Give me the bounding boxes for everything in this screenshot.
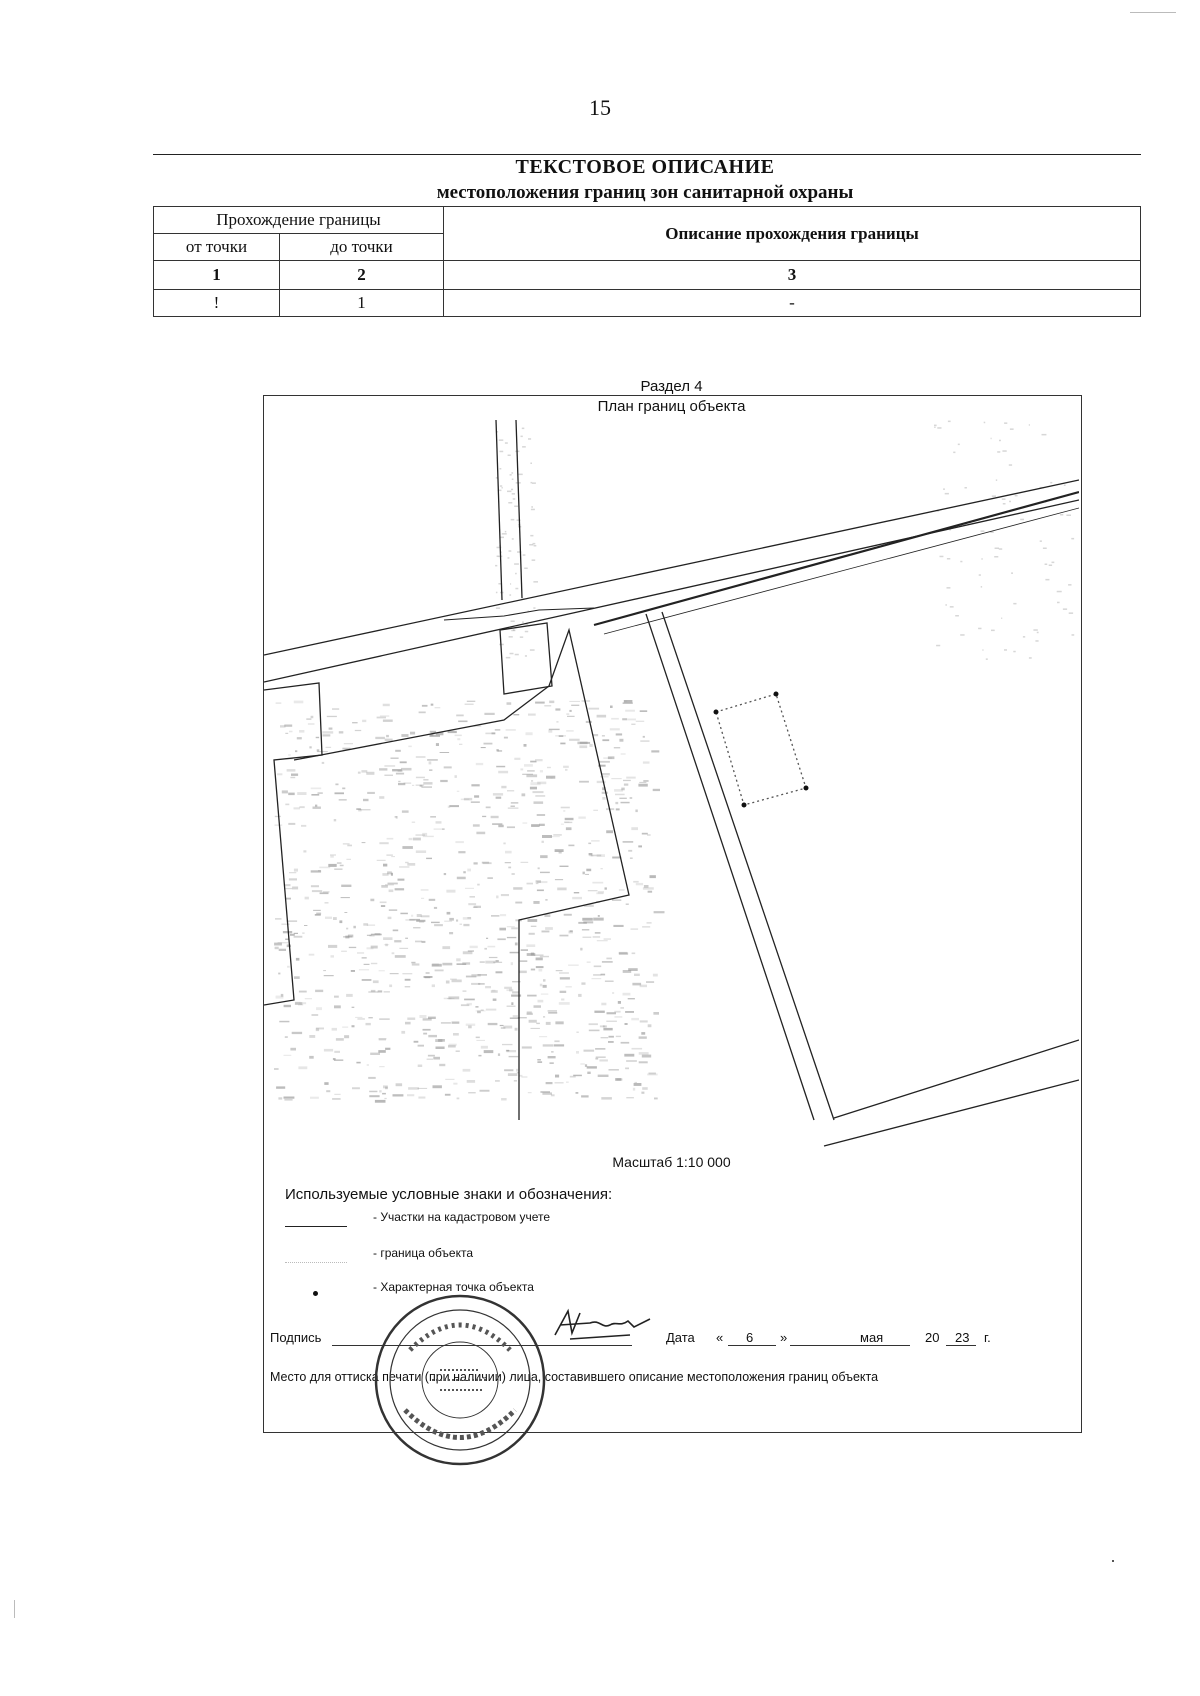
point-icon — [285, 1287, 347, 1297]
handwritten-signature — [550, 1305, 670, 1345]
legend-text: - Характерная точка объекта — [373, 1280, 534, 1294]
object-boundary — [716, 694, 806, 805]
bottom-road-lower — [824, 1080, 1079, 1146]
day-open-quote: « — [716, 1330, 724, 1345]
road-lower-edge — [264, 500, 1079, 682]
table-row — [154, 290, 1141, 317]
boundary-table — [153, 206, 1141, 317]
scan-noise — [274, 421, 1074, 1103]
legend-title: Используемые условные знаки и обозначения: — [285, 1186, 613, 1203]
header-description: Описание прохождения границы — [444, 207, 1141, 261]
map-scale: Масштаб 1:10 000 — [612, 1154, 731, 1170]
column-number-3: 3 — [444, 261, 1141, 290]
month-line — [790, 1345, 910, 1346]
seal-stamp — [370, 1290, 550, 1470]
page-number: 15 — [589, 95, 611, 120]
parcel-main — [294, 630, 629, 1120]
bottom-road-upper — [834, 1040, 1079, 1118]
access-lane — [444, 608, 594, 620]
cell-from: ! — [154, 290, 280, 317]
header-to-point: до точки — [280, 234, 444, 261]
vertical-road-right — [516, 420, 522, 598]
cell-description: - — [444, 290, 1141, 317]
characteristic-point-1 — [714, 710, 719, 715]
header-boundary-passage: Прохождение границы — [154, 207, 444, 234]
date-label: Дата — [666, 1330, 695, 1345]
plan-title: План границ объекта — [597, 398, 746, 415]
road-center-line — [594, 492, 1079, 625]
document-subtitle: местоположения границ зон санитарной охраны — [436, 182, 854, 203]
year-unit: г. — [984, 1330, 991, 1345]
characteristic-point-2 — [774, 692, 779, 697]
dotted-line-icon — [285, 1252, 347, 1263]
legend-item — [285, 1246, 474, 1264]
signature-label: Подпись — [270, 1330, 322, 1345]
year-line — [946, 1345, 976, 1346]
day-line — [728, 1345, 776, 1346]
year-prefix: 20 — [925, 1330, 940, 1345]
document-title: ТЕКСТОВОЕ ОПИСАНИЕ — [515, 156, 775, 178]
top-rule — [153, 154, 1141, 155]
column-number-1: 1 — [154, 261, 280, 290]
parcel-left — [264, 683, 322, 1005]
date-month: мая — [860, 1330, 884, 1345]
header-from-point: от точки — [154, 234, 280, 261]
day-close-quote: » — [780, 1330, 788, 1345]
legend-item — [285, 1210, 551, 1228]
legend-item — [285, 1280, 534, 1298]
parcel-small — [500, 623, 552, 694]
strip-right-edge — [662, 612, 834, 1120]
vertical-road-left — [496, 420, 502, 600]
tick-mark — [1130, 12, 1176, 13]
seal-note: Место для оттиска печати (при наличии) лица, составившего описание местоположения границ объекта — [270, 1370, 879, 1384]
road-upper-edge — [264, 480, 1079, 655]
side-mark — [14, 1600, 15, 1618]
dot-mark — [1112, 1560, 1114, 1562]
characteristic-point-3 — [804, 786, 809, 791]
legend-text: - граница объекта — [373, 1246, 474, 1260]
solid-line-icon — [285, 1216, 347, 1227]
section-title: Раздел 4 — [640, 378, 703, 395]
year-suffix: 23 — [955, 1330, 970, 1345]
cadastral-map — [264, 420, 1079, 1160]
road-inner-line — [604, 508, 1079, 634]
cell-to: 1 — [280, 290, 444, 317]
date-day: 6 — [746, 1330, 754, 1345]
strip-left-edge — [646, 614, 814, 1120]
legend-text: - Участки на кадастровом учете — [373, 1210, 551, 1224]
column-number-2: 2 — [280, 261, 444, 290]
characteristic-point-4 — [742, 803, 747, 808]
